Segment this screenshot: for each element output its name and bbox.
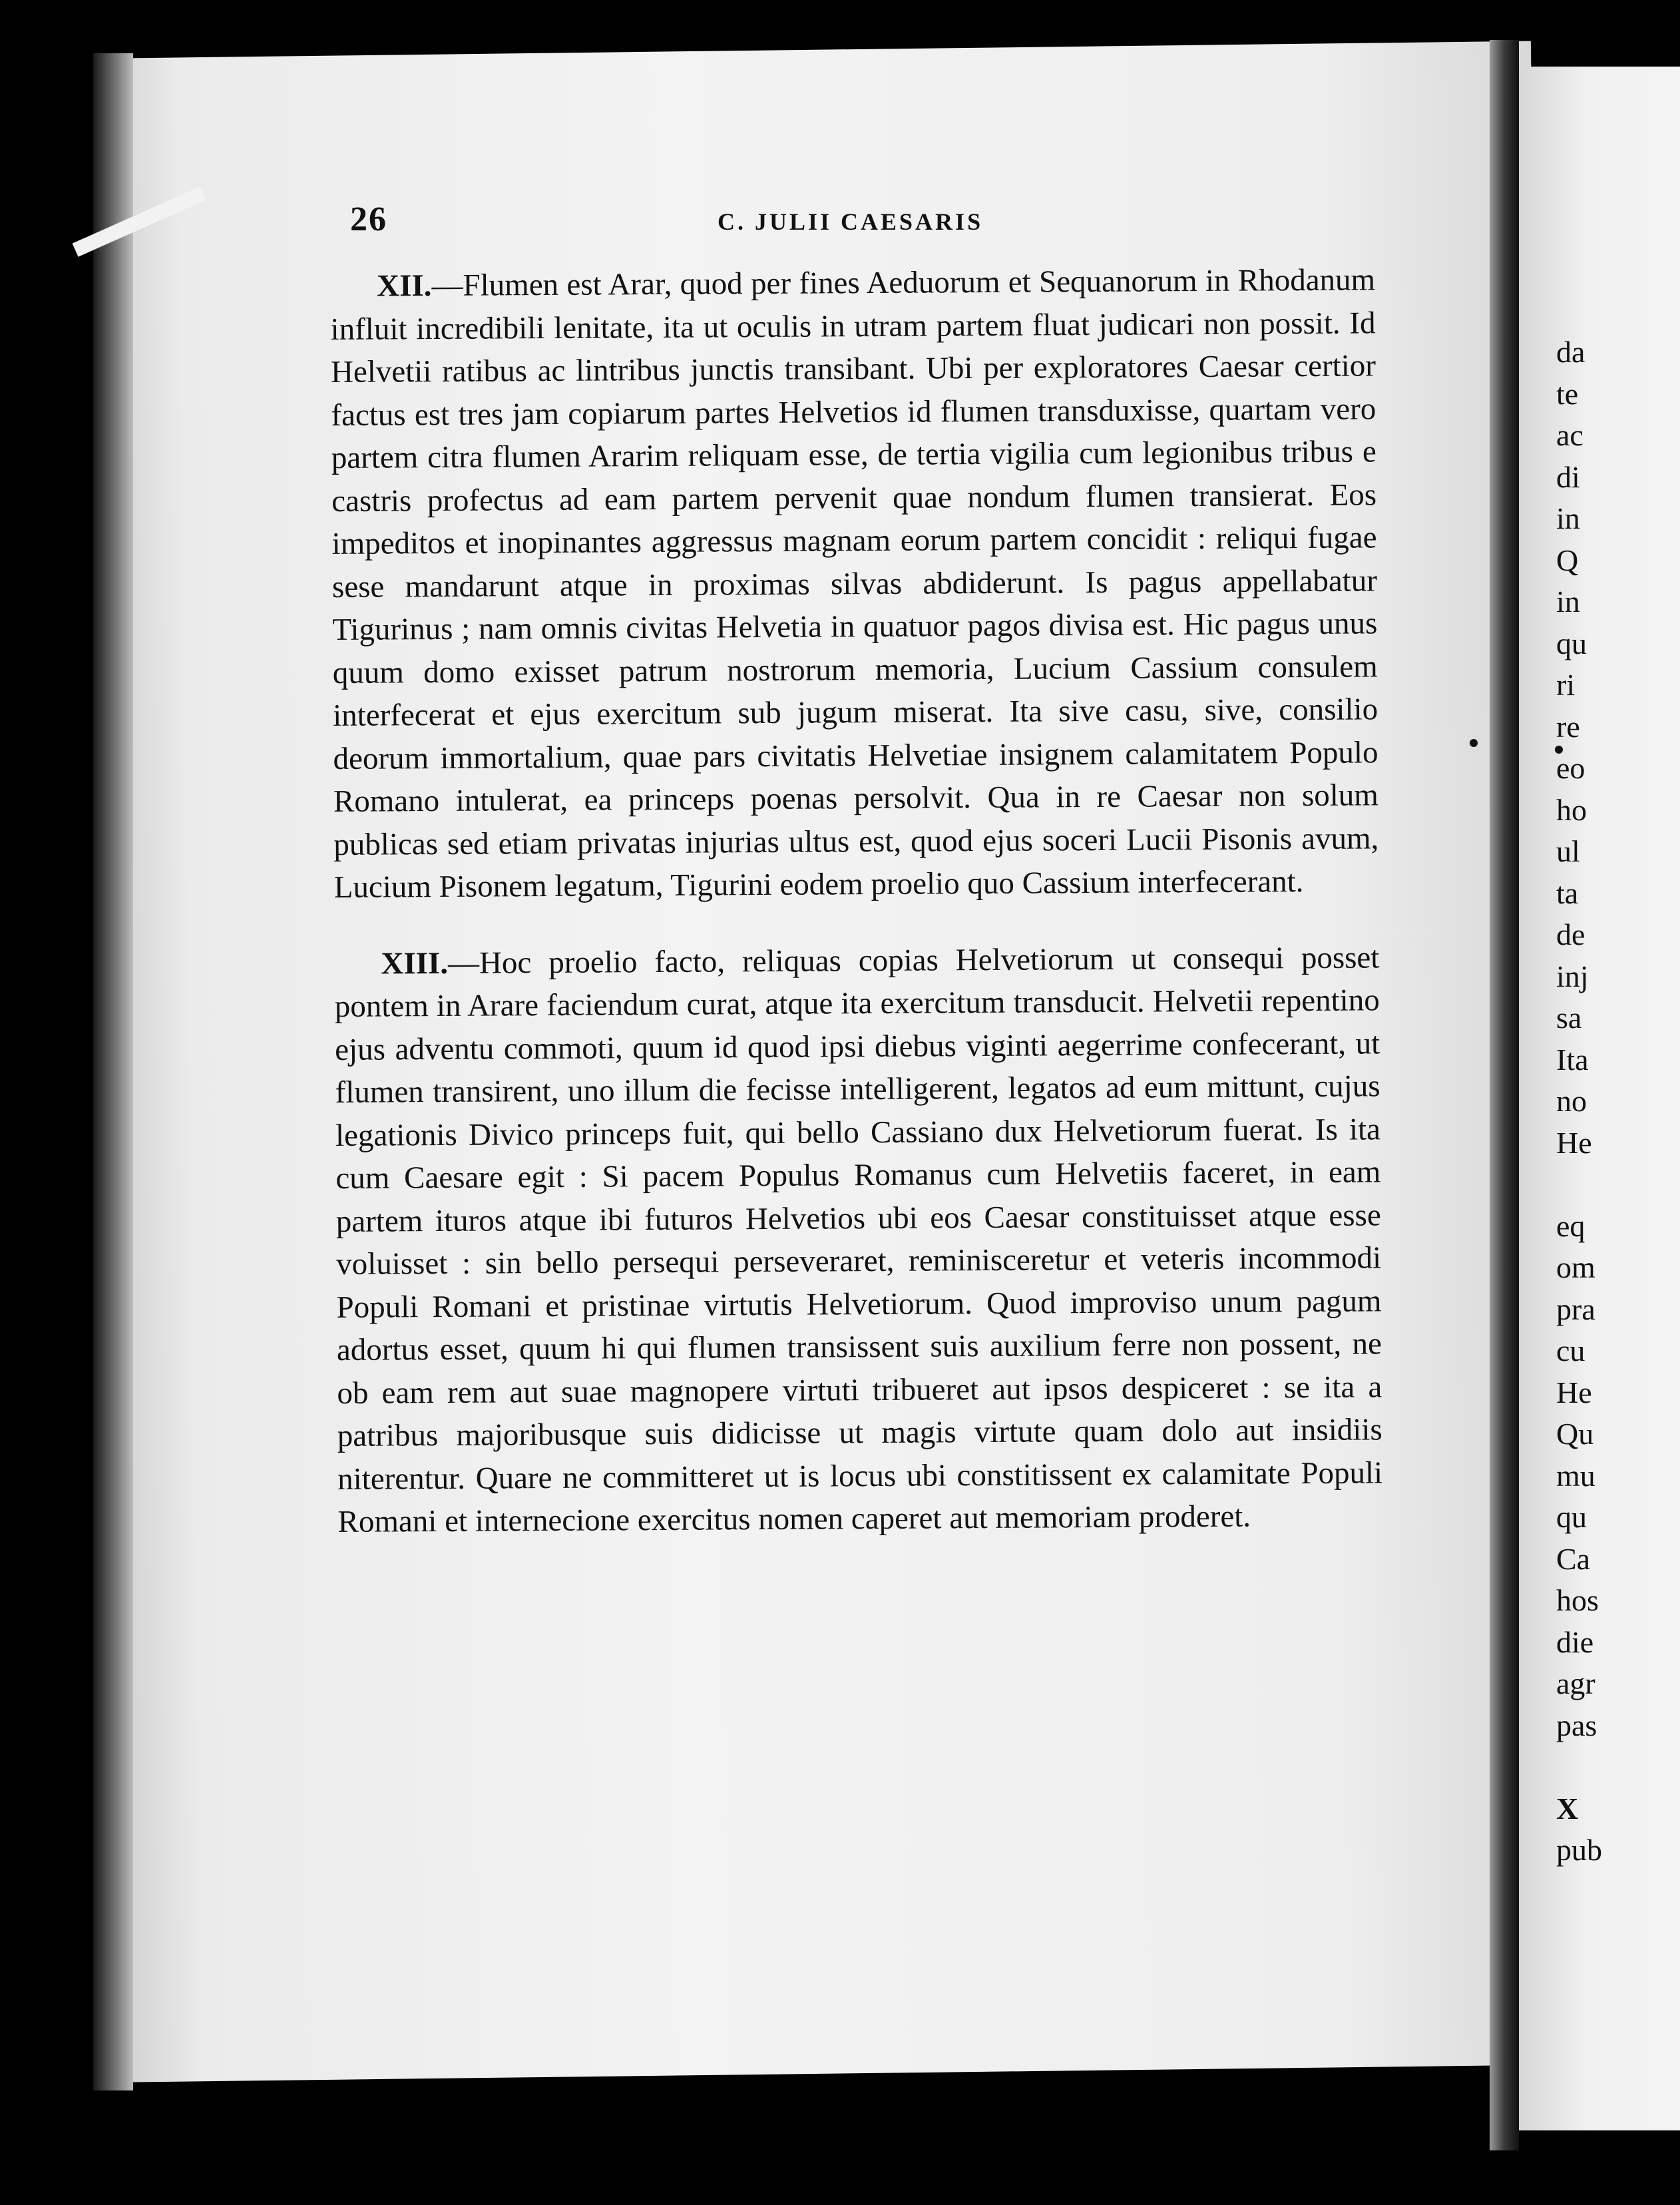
right-page-fragment: pra — [1556, 1292, 1595, 1326]
right-page — [1519, 67, 1680, 2130]
right-page-fragment: agr — [1556, 1666, 1595, 1700]
right-page-fragment: ta — [1556, 875, 1579, 910]
right-page-fragment: ho — [1556, 792, 1587, 827]
right-page-fragment: qu — [1556, 626, 1587, 660]
right-page-fragment: He — [1556, 1375, 1592, 1409]
right-page-fragment: cu — [1556, 1334, 1585, 1367]
right-page-fragment: sa — [1556, 1001, 1582, 1035]
right-page-fragment: ri — [1556, 668, 1575, 702]
right-page-fragment: ac — [1556, 418, 1583, 452]
left-page-edge — [93, 53, 133, 2090]
right-page-fragment: pas — [1556, 1708, 1597, 1742]
right-page-fragment: He — [1556, 1125, 1592, 1160]
right-page-fragment: da — [1556, 335, 1585, 369]
right-page-fragment: pub — [1556, 1833, 1602, 1867]
right-page-fragment: qu — [1556, 1500, 1587, 1534]
body-text — [330, 258, 1383, 1577]
right-page-fragment: re — [1556, 709, 1580, 744]
right-page-fragment: hos — [1556, 1583, 1599, 1617]
paragraph-text: —Hoc proelio facto, reliquas copias Helvetiorum ut consequi posset pontem in Arare faciendum curat, atque ita exercitum transducit. Helvetii repentino ejus adventu commoti, quum id quod ipsi diebus viginti aegerrime confecerant, ut flumen transirent, uno illum die fecisse intelligerent, legatos ad eum mittunt, cujus legationis Divico princeps fuit, qui bello Cassiano dux Helvetiorum fuerat. Is ita cum Caesare egit : Si pacem Populus Romanus cum Helvetiis faceret, in eam partem ituros atque ibi futuros Helvetios ubi eos Caesar constituisset atque esse voluisset : sin bello persequi perseveraret, reminisceretur et veteris incommodi Populi Romani et pristinae virtutis Helvetiorum. Quod improviso unum pagum adortus esset, quum hi qui flumen transissent suis auxilium ferre non possent, ne ob eam rem aut suae magnopere virtuti tribueret aut ipsos despiceret : se ita a patribus majoribusque suis didicisse ut magis virtute quam dolo aut insidiis niterentur. Quare ne committeret ut is locus ubi constitissent ex calamitate Populi Romani et internecione exercitus nomen caperet aut memoriam proderet. — [334, 939, 1383, 1539]
right-page-fragment: X — [1556, 1791, 1579, 1826]
right-page-fragment: Q — [1556, 543, 1579, 577]
right-page-fragment: Qu — [1556, 1417, 1594, 1451]
book-gutter — [1490, 40, 1519, 2150]
right-page-fragment: te — [1556, 376, 1579, 411]
right-page-fragment: om — [1556, 1250, 1595, 1284]
chapter-paragraph — [330, 258, 1379, 909]
right-page-fragment: ul — [1556, 834, 1580, 868]
speck — [1470, 739, 1478, 747]
page-number: 26 — [350, 200, 387, 238]
paragraph-text: —Flumen est Arar, quod per fines Aeduorum et Sequanorum in Rhodanum influit incredibili lenitate, ita ut oculis in utram partem fluat judicari non possit. Id Helvetii ratibus ac lintribus junctis transibant. Ubi per exploratores Caesar certior factus est tres jam copiarum partes Helvetios id flumen transduxisse, quartam vero partem citra flumen Ararim reliquam esse, de tertia vigilia cum legionibus tribus e castris profectus ad eam partem pervenit quae nondum flumen transierat. Eos impeditos et inopinantes aggressus magnam eorum partem concidit : reliqui fugae sese mandarunt atque in proximas silvas abdiderunt. Is pagus appellabatur Tigurinus ; nam omnis civitas Helvetia in quatuor pagos divisa est. Hic pagus unus quum domo exisset patrum nostrorum memoria, Lucium Cassium consulem interfecerat et ejus exercitum sub jugum miserat. Ita sive casu, sive, consilio deorum immortalium, quae pars civitatis Helvetiae insignem calamitatem Populo Romano intulerat, ea princeps poenas persolvit. Qua in re Caesar non solum publicas sed etiam privatas injurias ultus est, quod ejus soceri Lucii Pisonis avum, Lucium Pisonem legatum, Tigurini eodem proelio quo Cassium interfecerant. — [330, 262, 1379, 905]
chapter-paragraph — [334, 936, 1382, 1544]
right-page-fragment: mu — [1556, 1458, 1595, 1493]
right-page-fragment: di — [1556, 459, 1580, 494]
right-page-fragment: inj — [1556, 959, 1589, 993]
chapter-number: XII. — [377, 268, 432, 304]
right-page-fragment: die — [1556, 1624, 1594, 1659]
book-title: C. JULII CAESARIS — [718, 208, 984, 235]
right-page-fragment: de — [1556, 917, 1585, 951]
chapter-number: XIII. — [381, 945, 449, 981]
right-page-fragment: in — [1556, 501, 1580, 535]
right-page-fragment: Ita — [1556, 1042, 1589, 1077]
right-page-fragment: eq — [1556, 1208, 1585, 1243]
right-page-fragment: no — [1556, 1084, 1587, 1118]
right-page-fragment: eo — [1556, 751, 1585, 785]
right-page-fragment: in — [1556, 585, 1580, 618]
right-page-fragment: Ca — [1556, 1541, 1591, 1576]
